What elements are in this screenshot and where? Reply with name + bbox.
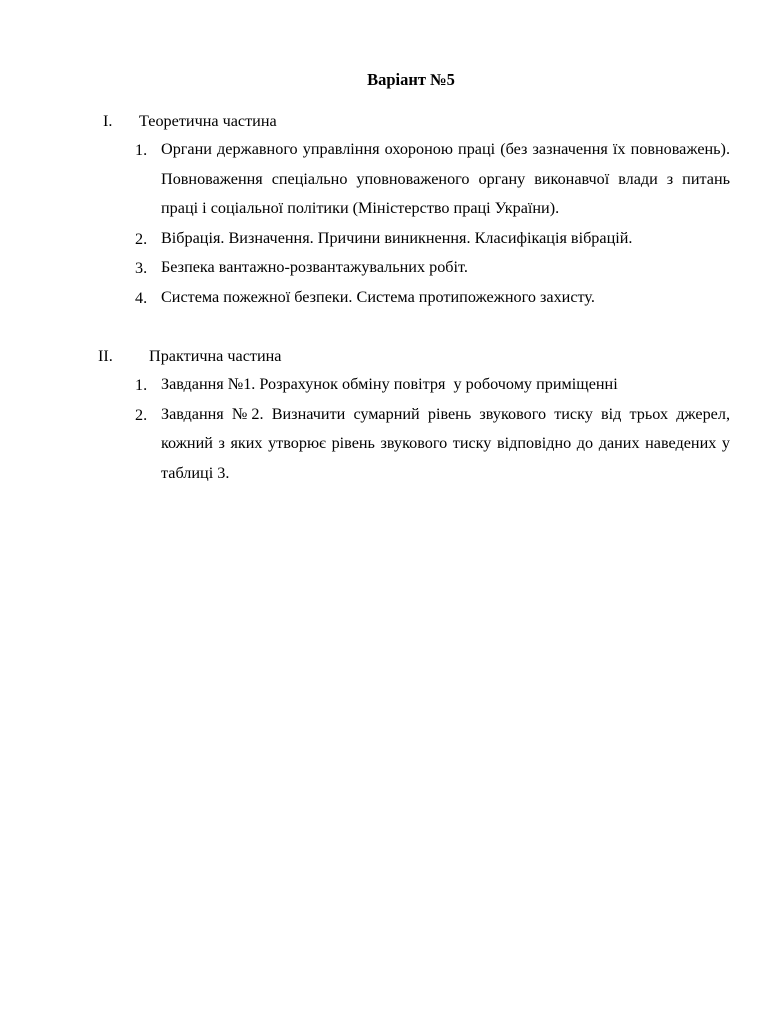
item-text: Безпека вантажно-розвантажувальних робіт. [161, 258, 468, 276]
list-item [135, 373, 730, 403]
item-text: Система пожежної безпеки. Система протипожежного захисту. [161, 287, 595, 306]
item-text: Органи державного управління охороною праці (без зазначення їх повноважень). Повноваження спеціально уповноваженого органу виконавчої влади з питань праці і соціальної політики (Міністерство праці України). [161, 140, 730, 217]
item-number: 2. [135, 229, 148, 248]
section-practice [0, 344, 768, 491]
item-number: 1. [135, 376, 148, 394]
section-heading [0, 344, 768, 373]
section-theory [0, 109, 768, 315]
item-number: 2. [135, 405, 148, 424]
item-text: Вібрація. Визначення. Причини виникнення. Класифікація вібрацій. [161, 228, 633, 247]
list-item [135, 256, 730, 286]
item-number: 3. [135, 259, 148, 277]
list-item [135, 227, 730, 257]
item-number: 4. [135, 288, 148, 307]
section-title: Практична частина [149, 347, 282, 365]
item-text: Завдання №1. Розрахунок обміну повітря у робочому приміщенні [161, 375, 618, 393]
item-number: 1. [135, 141, 148, 159]
list-item [135, 286, 730, 316]
section-title: Теоретична частина [139, 112, 277, 130]
document-title: Варіант №5 [367, 70, 455, 89]
section-heading [0, 109, 768, 138]
item-text: Завдання №2. Визначити сумарний рівень звукового тиску від трьох джерел, кожний з яких утворює рівень звукового тиску відповідно до даних наведених у таблиці 3. [161, 404, 730, 482]
list-item [135, 138, 730, 227]
section-numeral: I. [103, 112, 113, 130]
list-item [135, 403, 730, 492]
section-numeral: II. [98, 347, 113, 365]
